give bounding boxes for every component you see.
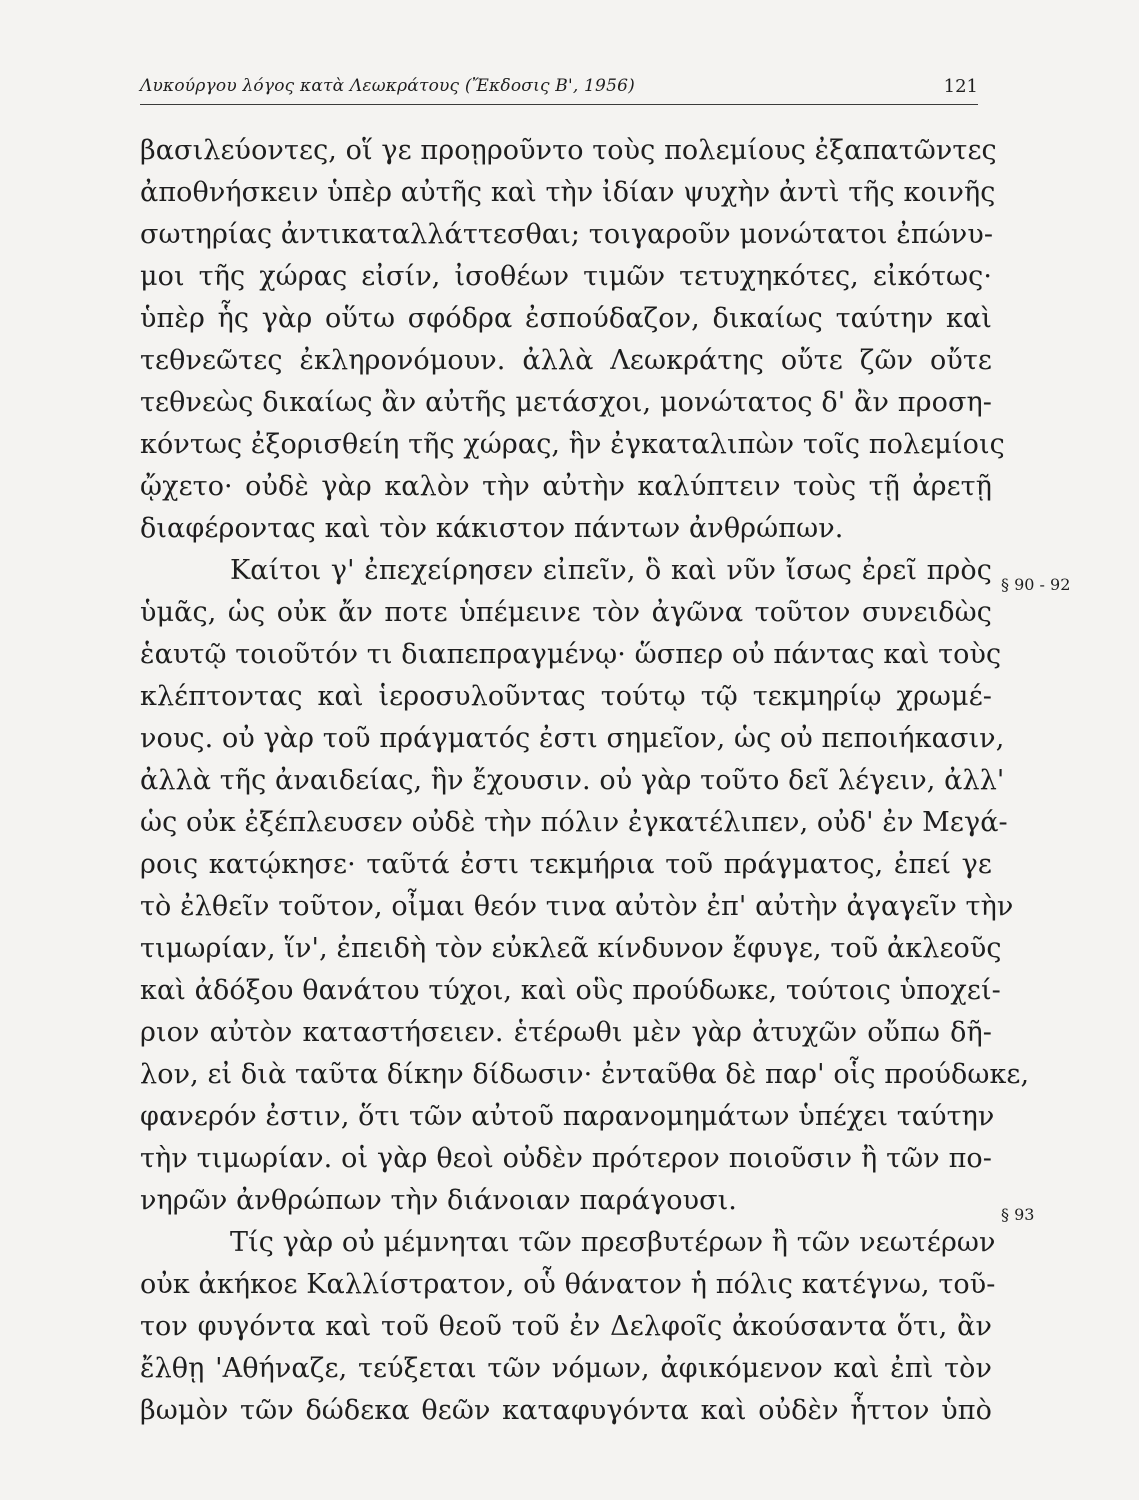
text-line: νηρῶν ἀνθρώπων τὴν διάνοιαν παράγουσι.: [140, 1185, 737, 1216]
text-line: νους. οὐ γὰρ τοῦ πράγματός ἐστι σημεῖον, ὡς οὐ πεποιήκασιν,: [140, 723, 1005, 754]
text-line: τὸ ἐλθεῖν τοῦτον, οἶμαι θεόν τινα αὐτὸν ἐπ' αὐτὴν ἀγαγεῖν τὴν: [140, 891, 1014, 922]
page-number: 121: [943, 76, 978, 97]
text-line: τεθνεὼς δικαίως ἂν αὐτῆς μετάσχοι, μονώτατος δ' ἂν προση-: [140, 387, 992, 418]
text-line: ᾤχετο· οὐδὲ γὰρ καλὸν τὴν αὐτὴν καλύπτειν τοὺς τῇ ἀρετῇ: [140, 471, 992, 502]
margin-section-ref: § 90 - 92: [1001, 575, 1071, 594]
text-line: κόντως ἐξορισθείη τῆς χώρας, ἣν ἐγκαταλιπὼν τοῖς πολεμίοις: [140, 429, 1005, 460]
running-head: [140, 74, 978, 105]
text-line: ὑπὲρ ἧς γὰρ οὕτω σφόδρα ἐσπούδαζον, δικαίως ταύτην καὶ: [140, 303, 992, 334]
text-line: οὐκ ἀκήκοε Καλλίστρατον, οὗ θάνατον ἡ πόλις κατέγνω, τοῦ-: [140, 1269, 996, 1300]
text-line: τιμωρίαν, ἵν', ἐπειδὴ τὸν εὐκλεᾶ κίνδυνον ἔφυγε, τοῦ ἀκλεοῦς: [140, 933, 1002, 964]
text-line: κλέπτοντας καὶ ἱεροσυλοῦντας τούτῳ τῷ τεκμηρίῳ χρωμέ-: [140, 681, 992, 712]
text-line: ἑαυτῷ τοιοῦτόν τι διαπεπραγμένῳ· ὥσπερ οὐ πάντας καὶ τοὺς: [140, 639, 1002, 670]
text-line: μοι τῆς χώρας εἰσίν, ἰσοθέων τιμῶν τετυχηκότες, εἰκότως·: [140, 261, 992, 292]
text-line: ὡς οὐκ ἐξέπλευσεν οὐδὲ τὴν πόλιν ἐγκατέλιπεν, οὐδ' ἐν Μεγά-: [140, 807, 1008, 838]
text-line: σωτηρίας ἀντικαταλλάττεσθαι; τοιγαροῦν μονώτατοι ἐπώνυ-: [140, 219, 994, 250]
text-line: βωμὸν τῶν δώδεκα θεῶν καταφυγόντα καὶ οὐδὲν ἧττον ὑπὸ: [140, 1395, 992, 1426]
text-line: φανερόν ἐστιν, ὅτι τῶν αὐτοῦ παρανομημάτων ὑπέχει ταύτην: [140, 1101, 995, 1132]
text-line: ριον αὐτὸν καταστήσειεν. ἑτέρωθι μὲν γὰρ ἀτυχῶν οὔπω δῆ-: [140, 1017, 992, 1048]
paragraph-start-line: Τίς γὰρ οὐ μέμνηται τῶν πρεσβυτέρων ἢ τῶν νεωτέρων: [230, 1227, 996, 1258]
text-line: καὶ ἀδόξου θανάτου τύχοι, καὶ οὓς προύδωκε, τούτοις ὑποχεί-: [140, 975, 1001, 1006]
text-line: τὴν τιμωρίαν. οἱ γὰρ θεοὶ οὐδὲν πρότερον ποιοῦσιν ἢ τῶν πο-: [140, 1143, 992, 1174]
paragraph-start-line: Καίτοι γ' ἐπεχείρησεν εἰπεῖν, ὃ καὶ νῦν ἴσως ἐρεῖ πρὸς: [230, 555, 992, 586]
text-line: τεθνεῶτες ἐκληρονόμουν. ἀλλὰ Λεωκράτης οὔτε ζῶν οὔτε: [140, 345, 992, 376]
running-title: Λυκούργου λόγος κατὰ Λεωκράτους (Ἔκδοσις Β', 1956): [140, 76, 635, 96]
margin-section-ref: § 93: [1001, 1205, 1035, 1224]
text-line: ἔλθῃ 'Αθήναζε, τεύξεται τῶν νόμων, ἀφικόμενον καὶ ἐπὶ τὸν: [140, 1353, 992, 1384]
text-line: τον φυγόντα καὶ τοῦ θεοῦ τοῦ ἐν Δελφοῖς ἀκούσαντα ὅτι, ἂν: [140, 1311, 992, 1342]
text-line: ὑμᾶς, ὡς οὐκ ἄν ποτε ὑπέμεινε τὸν ἀγῶνα τοῦτον συνειδὼς: [140, 597, 992, 628]
text-line: ἀποθνήσκειν ὑπὲρ αὐτῆς καὶ τὴν ἰδίαν ψυχὴν ἀντὶ τῆς κοινῆς: [140, 177, 996, 208]
text-line: βασιλεύοντες, οἵ γε προῃροῦντο τοὺς πολεμίους ἐξαπατῶντες: [140, 135, 997, 166]
text-line: ἀλλὰ τῆς ἀναιδείας, ἣν ἔχουσιν. οὐ γὰρ τοῦτο δεῖ λέγειν, ἀλλ': [140, 765, 1005, 796]
text-line: λον, εἰ διὰ ταῦτα δίκην δίδωσιν· ἐνταῦθα δὲ παρ' οἷς προύδωκε,: [140, 1059, 1030, 1090]
text-line: διαφέροντας καὶ τὸν κάκιστον πάντων ἀνθρώπων.: [140, 513, 844, 544]
text-line: ροις κατῴκησε· ταῦτά ἐστι τεκμήρια τοῦ πράγματος, ἐπεί γε: [140, 849, 992, 880]
